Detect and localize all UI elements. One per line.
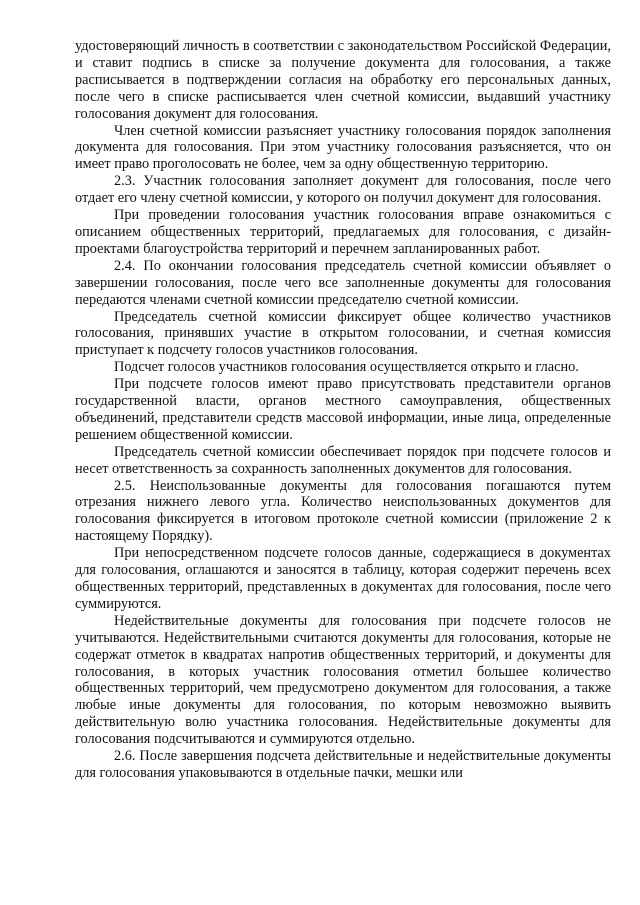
- paragraph-observers: При подсчете голосов имеют право присутствовать представители органов государственной власти, органов местного самоуправления, общественных объединений, представители средств массовой информации, иные лица, определенные решением общественной комиссии.: [75, 376, 611, 443]
- paragraph-clause-2-6: 2.6. После завершения подсчета действительные и недействительные документы для голосования упаковываются в отдельные пачки, мешки или: [75, 748, 611, 781]
- paragraph-clause-2-5: 2.5. Неиспользованные документы для голосования погашаются путем отрезания нижнего левого угла. Количество неиспользованных документов для голосования фиксируется в итоговом протоколе счетной комиссии (приложение 2 к настоящему Порядку).: [75, 477, 611, 545]
- paragraph-invalid-documents: Недействительные документы для голосования при подсчете голосов не учитываются. Недействительными считаются документы для голосования, которые не содержат отметок в квадратах напротив общественных территорий, и документы для голосования, в которых участник голосования отметил большее количество общественных территорий, чем предусмотрено документом для голосования, а также любые иные документы для голосования, по которым невозможно выявить действительную волю участника голосования. Недействительные документы для голосования подсчитываются и суммируются отдельно.: [75, 612, 611, 748]
- paragraph-territory-description: При проведении голосования участник голосования вправе ознакомиться с описанием общественных территорий, предлагаемых для голосования, с дизайн-проектами благоустройства территорий и перечнем запланированных работ.: [75, 207, 611, 257]
- paragraph-open-counting: Подсчет голосов участников голосования осуществляется открыто и гласно.: [114, 359, 579, 376]
- paragraph-chairman-responsibility: Председатель счетной комиссии обеспечивает порядок при подсчете голосов и несет ответственность за сохранность заполненных документов для голосования.: [75, 443, 611, 477]
- document-page: [75, 38, 611, 782]
- paragraph-direct-counting: При непосредственном подсчете голосов данные, содержащиеся в документах для голосования, оглашаются и заносятся в таблицу, которая содержит перечень всех общественных территорий, представленных в документах для голосования, после чего суммируются.: [75, 545, 611, 612]
- paragraph-chairman-records-count: Председатель счетной комиссии фиксирует общее количество участников голосования, принявших участие в открытом голосовании, и счетная комиссия приступает к подсчету голосов участников голосования.: [75, 308, 611, 359]
- paragraph-identity-signature: удостоверяющий личность в соответствии с законодательством Российской Федерации, и ставит подпись в списке за получение документа для голосования, а также расписывается в подтверждении согласия на обработку его персональных данных, после чего в списке расписывается член счетной комиссии, выдавший участнику голосования документ для голосования.: [75, 38, 611, 122]
- paragraph-commission-explains: Член счетной комиссии разъясняет участнику голосования порядок заполнения документа для голосования. При этом участнику голосования разъясняется, что он имеет право проголосовать не более, чем за одну общественную территорию.: [75, 122, 611, 173]
- paragraph-clause-2-3: 2.3. Участник голосования заполняет документ для голосования, после чего отдает его члену счетной комиссии, у которого он получил документ для голосования.: [75, 173, 611, 207]
- paragraph-clause-2-4: 2.4. По окончании голосования председатель счетной комиссии объявляет о завершении голосования, после чего все заполненные документы для голосования передаются членами счетной комиссии председателю счетной комиссии.: [75, 257, 611, 308]
